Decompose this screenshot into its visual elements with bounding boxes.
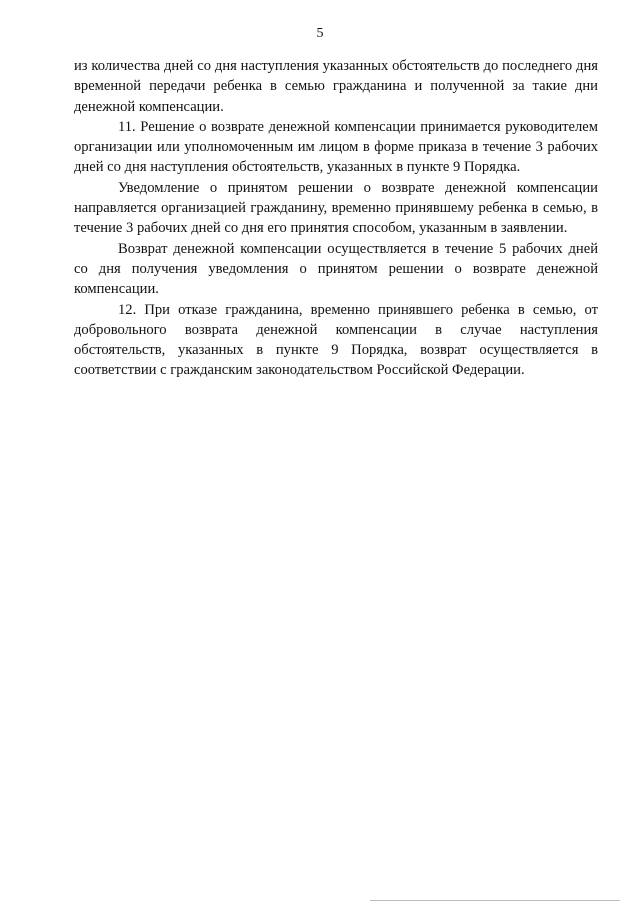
page-bottom-divider xyxy=(370,900,620,901)
paragraph-notification: Уведомление о принятом решении о возврате денежной компенсации направляется организацией гражданину, временно принявшему ребенка в семью, в течение 3 рабочих дней со дня его принятия способом, указанным в заявлении. xyxy=(74,179,598,237)
document-body xyxy=(74,56,598,381)
page-number: 5 xyxy=(316,26,324,41)
paragraph-continuation: из количества дней со дня наступления указанных обстоятельств до последнего дня временной передачи ребенка в семью гражданина и полученной за такие дни денежной компенсации. xyxy=(74,58,598,115)
paragraph-item-12: 12. При отказе гражданина, временно принявшего ребенка в семью, от добровольного возврата денежной компенсации в случае наступления обстоятельств, указанных в пункте 9 Порядка, возврат осуществляется в соответствии с гражданским законодательством Российской Федерации. xyxy=(74,301,598,379)
paragraph-item-11: 11. Решение о возврате денежной компенсации принимается руководителем организации или уполномоченным им лицом в форме приказа в течение 3 рабочих дней со дня наступления обстоятельств, указанных в пункте 9 Порядка. xyxy=(74,118,598,176)
paragraph-refund-term: Возврат денежной компенсации осуществляется в течение 5 рабочих дней со дня получения уведомления о принятом решении о возврате денежной компенсации. xyxy=(74,240,598,298)
